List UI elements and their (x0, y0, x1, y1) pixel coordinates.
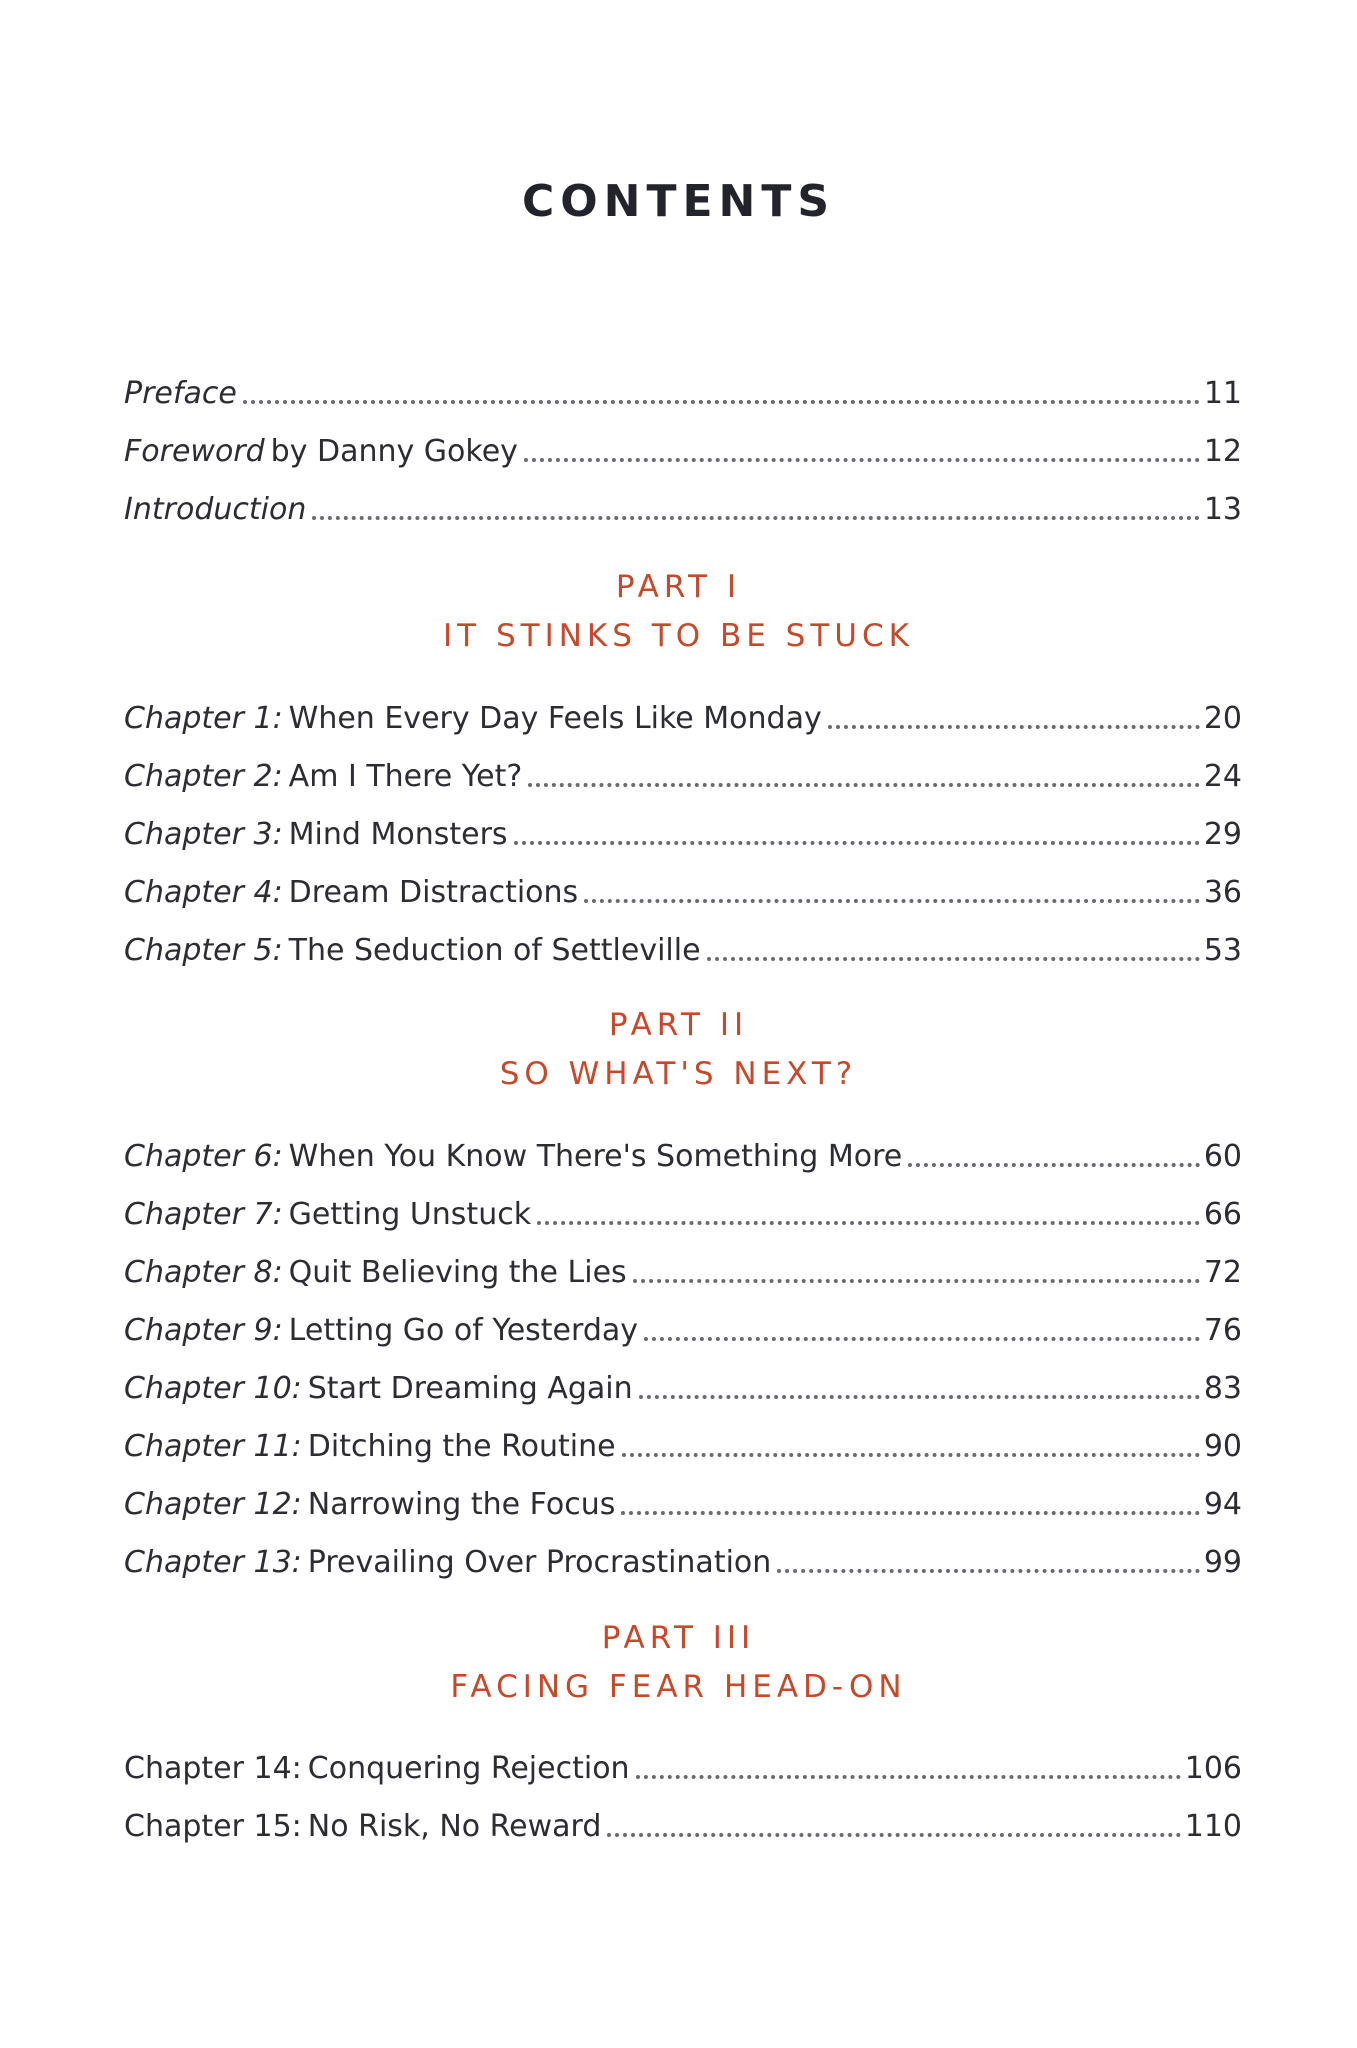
toc-entry-chapter[interactable] (124, 1247, 1242, 1293)
leader-dots (633, 1279, 1200, 1283)
entry-label: Chapter 13: (124, 1545, 302, 1580)
entry-title: Ditching the Routine (307, 1429, 616, 1464)
entry-title: Start Dreaming Again (307, 1371, 633, 1406)
page-number: 20 (1203, 701, 1242, 736)
leader-dots (828, 725, 1200, 729)
entry-title: No Risk, No Reward (307, 1809, 602, 1844)
leader-dots (622, 1453, 1200, 1457)
page-number: 66 (1203, 1197, 1242, 1232)
toc-entry-chapter[interactable] (124, 1801, 1242, 1847)
entry-title: Dream Distractions (288, 875, 579, 910)
part-title: FACING FEAR HEAD-ON (450, 1669, 907, 1705)
entry-title: Narrowing the Focus (307, 1487, 616, 1522)
page-number: 53 (1203, 933, 1242, 968)
entry-title: The Seduction of Settleville (288, 933, 701, 968)
toc-entry-chapter[interactable] (124, 1479, 1242, 1525)
entry-label: Chapter 1: (124, 701, 283, 736)
leader-dots (621, 1511, 1199, 1515)
page-number: 83 (1203, 1371, 1242, 1406)
toc-entry-chapter[interactable] (124, 1189, 1242, 1235)
toc-entry-chapter[interactable] (124, 1743, 1242, 1789)
page-number: 13 (1203, 492, 1242, 527)
toc-entry-chapter[interactable] (124, 809, 1242, 855)
page-number: 24 (1203, 759, 1242, 794)
leader-dots (537, 1221, 1200, 1225)
leader-dots (644, 1337, 1200, 1341)
toc-entry-chapter[interactable] (124, 1363, 1242, 1409)
page-number: 110 (1184, 1809, 1242, 1844)
entry-label: Foreword (124, 434, 265, 469)
leader-dots (584, 899, 1200, 903)
entry-label: Chapter 5: (124, 933, 283, 968)
part-title: IT STINKS TO BE STUCK (443, 618, 914, 654)
toc-entry-chapter[interactable] (124, 867, 1242, 913)
toc-entry-chapter[interactable] (124, 1537, 1242, 1583)
page-number: 94 (1203, 1487, 1242, 1522)
entry-title: Conquering Rejection (307, 1751, 630, 1786)
toc-entry-chapter[interactable] (124, 693, 1242, 739)
page-number: 76 (1203, 1313, 1242, 1348)
part-number: PART I (615, 569, 742, 605)
toc-entry-chapter[interactable] (124, 751, 1242, 797)
part-number: PART II (608, 1007, 749, 1043)
leader-dots (312, 516, 1199, 520)
entry-title: Am I There Yet? (288, 759, 523, 794)
toc-entry-chapter[interactable] (124, 1131, 1242, 1177)
entry-label: Chapter 2: (124, 759, 283, 794)
leader-dots (777, 1569, 1200, 1573)
entry-title: When Every Day Feels Like Monday (288, 701, 822, 736)
entry-label: Chapter 11: (124, 1429, 302, 1464)
leader-dots (639, 1395, 1200, 1399)
entry-title: Getting Unstuck (288, 1197, 532, 1232)
entry-label: Chapter 14: (124, 1751, 302, 1786)
entry-label: Chapter 4: (124, 875, 283, 910)
leader-dots (514, 841, 1200, 845)
entry-label: Chapter 3: (124, 817, 283, 852)
page-number: 36 (1203, 875, 1242, 910)
toc-entry-chapter[interactable] (124, 925, 1242, 971)
entry-label: Chapter 8: (124, 1255, 283, 1290)
entry-title: by Danny Gokey (270, 434, 518, 469)
entry-label: Chapter 10: (124, 1371, 302, 1406)
page-number: 29 (1203, 817, 1242, 852)
entry-label: Chapter 9: (124, 1313, 283, 1348)
leader-dots (607, 1833, 1180, 1837)
toc-entry-foreword[interactable] (124, 426, 1242, 472)
part-title: SO WHAT'S NEXT? (499, 1056, 858, 1092)
entry-label: Preface (124, 376, 237, 411)
entry-label: Introduction (124, 492, 307, 527)
toc-entry-chapter[interactable] (124, 1305, 1242, 1351)
leader-dots (636, 1775, 1181, 1779)
leader-dots (707, 957, 1200, 961)
entry-label: Chapter 6: (124, 1139, 283, 1174)
leader-dots (528, 783, 1200, 787)
page-number: 11 (1203, 376, 1242, 411)
entry-title: Prevailing Over Procrastination (307, 1545, 772, 1580)
part-number: PART III (601, 1620, 756, 1656)
page-number: 99 (1203, 1545, 1242, 1580)
entry-title: Quit Believing the Lies (288, 1255, 627, 1290)
entry-label: Chapter 15: (124, 1809, 302, 1844)
entry-label: Chapter 7: (124, 1197, 283, 1232)
page-number: 12 (1203, 434, 1242, 469)
page-number: 72 (1203, 1255, 1242, 1290)
entry-title: Mind Monsters (288, 817, 508, 852)
page-title: CONTENTS (521, 176, 836, 227)
toc-entry-introduction[interactable] (124, 484, 1242, 530)
toc-entry-chapter[interactable] (124, 1421, 1242, 1467)
entry-title: Letting Go of Yesterday (288, 1313, 638, 1348)
entry-title: When You Know There's Something More (288, 1139, 903, 1174)
toc-entry-preface[interactable] (124, 368, 1242, 414)
leader-dots (908, 1163, 1200, 1167)
leader-dots (524, 458, 1200, 462)
entry-label: Chapter 12: (124, 1487, 302, 1522)
page-number: 60 (1203, 1139, 1242, 1174)
page-number: 90 (1203, 1429, 1242, 1464)
leader-dots (243, 400, 1200, 404)
page-number: 106 (1184, 1751, 1242, 1786)
